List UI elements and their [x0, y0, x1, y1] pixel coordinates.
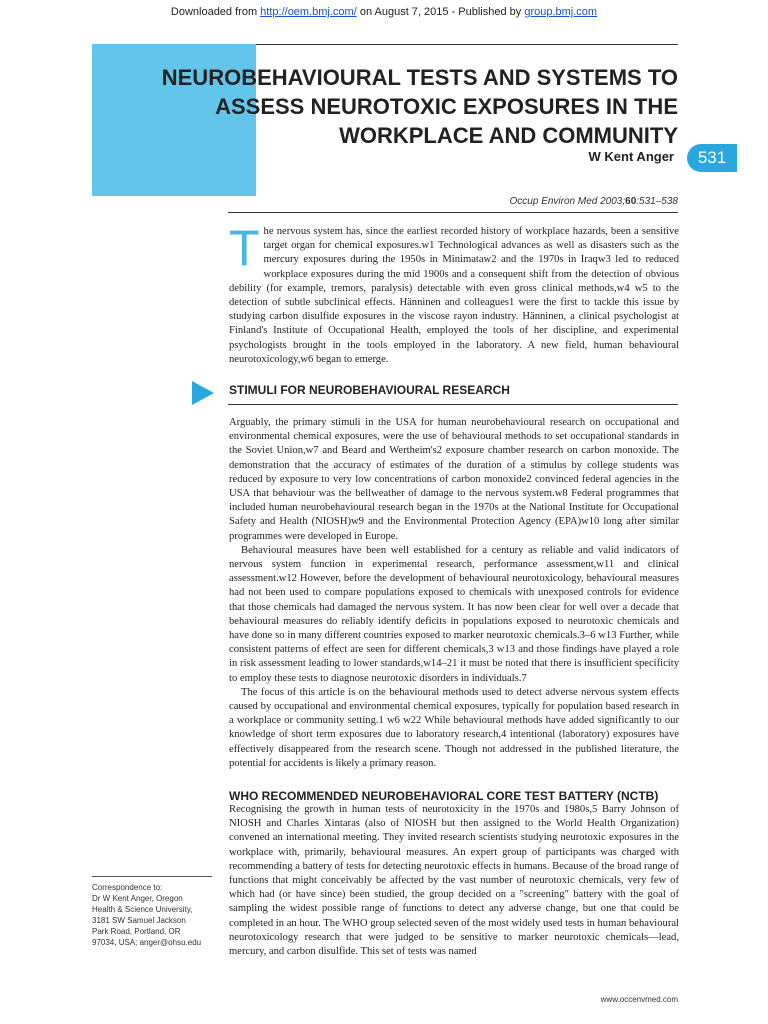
section-heading-nctb: WHO RECOMMENDED NEUROBEHAVIORAL CORE TEST BATTERY (NCTB): [229, 789, 659, 803]
page-number-badge: 531: [687, 144, 737, 172]
correspondence-line-1: Dr W Kent Anger, Oregon: [92, 894, 183, 903]
section-rule: [228, 404, 678, 405]
drop-cap: T: [229, 220, 260, 276]
download-middle: on August 7, 2015 - Published by: [356, 6, 525, 18]
intro-text: he nervous system has, since the earliest recorded history of workplace hazards, been a sensitive target organ for chemical exposures.w1 Technological advances as well as disasters such as the mercury exposures during the 1950s in Minimataw2 and the 1970s in Iraqw3 led to reduced workplace exposures during the mid 1900s and a consequent shift from the detection of obvious debility (for example, tremors, paralysis) detectable with even gross clinical methods,w4 w5 to the detection of subtle subclinical effects. Hänninen and colleagues1 were the first to tackle this issue by studying carbon disulfide exposures in the viscose rayon industry. Hänninen, a clinical psychologist at Finland's Institute of Occupational Health, employed the tools of her discipline, and experimental psychologists brought in the tools employed in the laboratory. A new field, human behavioural neurotoxicology,w6 began to emerge.: [229, 226, 679, 365]
article-title: [120, 63, 678, 150]
section-arrow-icon: [192, 381, 214, 405]
correspondence-block: [92, 882, 222, 948]
source-url-link[interactable]: http://oem.bmj.com/: [260, 6, 357, 18]
nctb-paragraph: Recognising the growth in human tests of neurotoxicity in the 1970s and 1980s,5 Barry Johnson of NIOSH and Charles Xintaras (also of NIOSH but then assigned to the World Health Organization) convened an international meeting. They invited research scientists studying neurotoxic exposures in the workplace with, primarily, behavioural measures. An expert group of participants was charged with recommending a battery of tests for detecting neurotoxic effects in humans. Because of the broad range of functions that might conceivably be affected by the vast number of neurotoxic chemicals, very few of which had (or have since) been studied, the group decided on a "screening" battery with the goal of sampling the widest possible range of functions to detect any adverse change, but one that could be completed in an hour. The WHO group selected seven of the most widely used tests in human behavioural neurotoxicology research that were judged to be sensitive to marker neurotoxic chemicals—lead, mercury, and carbon disulfide. This set of tests was named: [229, 804, 679, 958]
footer-journal-url[interactable]: www.occenvmed.com: [600, 995, 678, 1004]
section-nctb-body: [229, 803, 679, 959]
citation-journal: Occup Environ Med: [509, 196, 598, 207]
title-line-1: NEUROBEHAVIOURAL TESTS AND SYSTEMS TO: [161, 65, 678, 90]
author-name: W Kent Anger: [588, 149, 674, 164]
correspondence-line-5: 97034, USA; anger@ohsu.edu: [92, 938, 202, 947]
publisher-link[interactable]: group.bmj.com: [524, 6, 598, 18]
section-heading-stimuli: STIMULI FOR NEUROBEHAVIOURAL RESEARCH: [229, 383, 510, 397]
download-prefix: Downloaded from: [170, 6, 261, 18]
correspondence-label: Correspondence to:: [92, 883, 163, 892]
title-line-2: ASSESS NEUROTOXIC EXPOSURES IN THE: [215, 94, 678, 119]
correspondence-rule: [92, 876, 212, 877]
intro-paragraph: [229, 220, 679, 367]
citation-year: 2003;: [597, 196, 626, 207]
citation-volume: 60: [625, 196, 637, 207]
title-line-3: WORKPLACE AND COMMUNITY: [339, 123, 678, 148]
stimuli-paragraph-2: Behavioural measures have been well established for a century as reliable and valid indicators of nervous system function in experimental research, performance assessment,w11 and clinical assessment.w12 However, before the development of behavioural neurotoxicology, behavioural measures had not been used to compare populations exposed to chemicals with unexposed controls for evidence that those chemicals had damaged the nervous system. It has now been clear for well over a decade that behavioural measures do reliably identify deficits in populations exposed to neurotoxic chemicals and have done so in many different countries exposed to marker neurotoxic chemicals.3–6 w13 Further, while consistent patterns of effect are seen for different chemicals,3 w13 and those findings have played a role in risk assessment leading to lower standards,w14–21 it must be noted that there is insufficient specificity to employ these tests to diagnose neurotoxic disorders in individuals.7: [229, 544, 679, 684]
citation-rule: [228, 212, 678, 213]
stimuli-paragraph-1: Arguably, the primary stimuli in the USA for human neurobehavioural research on occupational and environmental chemical exposures, were the use of behavioural methods to set occupational standards in the Soviet Union,w7 and Beard and Wertheim's2 exposure chamber research on carbon monoxide. The demonstration that the accuracy of estimates of the duration of a stimulus by college students was reduced by exposure to very low concentrations of carbon monoxide2 convinced federal agencies in the USA that behaviour was the bellweather of damage to the nervous system.w8 Federal programmes that included human neurobehavioural research began in the 1970s at the National Institute for Occupational Safety and Health (NIOSH)w9 and the Environmental Protection Agency (EPA)w10 long after similar programmes were developed in Europe.: [229, 417, 679, 542]
correspondence-line-3: 3181 SW Samuel Jackson: [92, 916, 186, 925]
download-notice: [0, 6, 768, 18]
citation-pages: :531–538: [636, 196, 678, 207]
journal-citation: [380, 196, 678, 207]
correspondence-line-2: Health & Science University,: [92, 905, 193, 914]
correspondence-line-4: Park Road, Portland, OR: [92, 927, 181, 936]
section-stimuli-body: [229, 416, 679, 771]
stimuli-paragraph-3: The focus of this article is on the behavioural methods used to detect adverse nervous system effects caused by occupational and environmental chemical exposures, typically for population based research in a workplace or community setting.1 w6 w22 While behavioural methods have added significantly to our knowledge of short term exposures due to laboratory research,4 intentional (laboratory) exposures have effectively disappeared from the research scene. Though not addressed in the published literature, the potential for accidents is likely a primary reason.: [229, 686, 679, 769]
